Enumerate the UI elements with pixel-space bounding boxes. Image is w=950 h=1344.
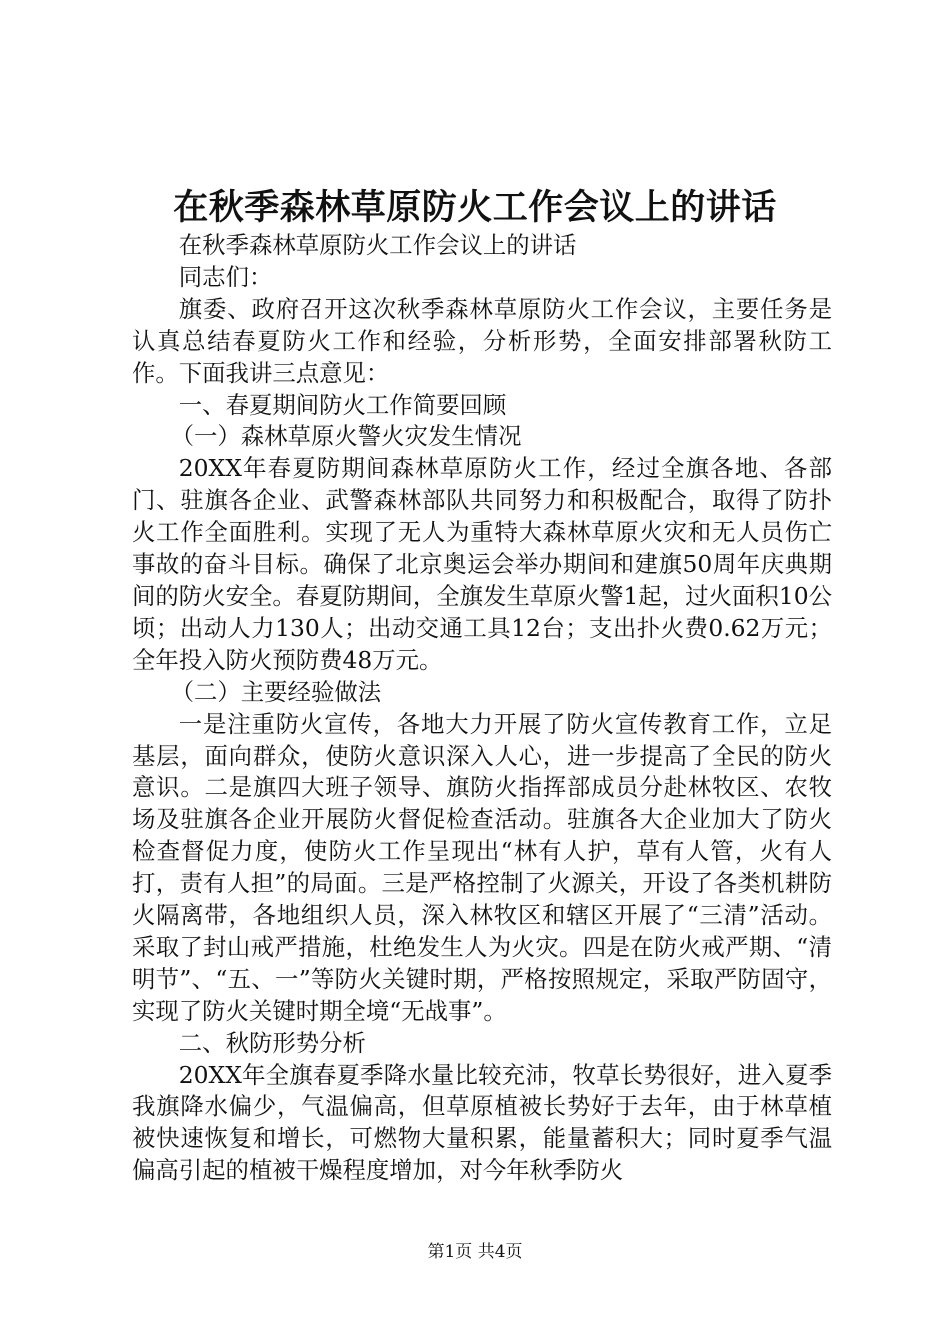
body-paragraph: 20XX年全旗春夏季降水量比较充沛，牧草长势很好，进入夏季我旗降水偏少，气温偏高，但草原植被长势好于去年，由于林草植被快速恢复和增长，可燃物大量积累，能量蓄积大；同时夏季气温偏高引起的植被干燥程度增加，对今年秋季防火 [132,1060,832,1185]
subsection-heading: （一）森林草原火警火灾发生情况 [170,422,522,451]
salutation-paragraph: 同志们： [178,262,273,291]
body-paragraph: 一是注重防火宣传，各地大力开展了防火宣传教育工作，立足基层，面向群众，使防火意识深入人心，进一步提高了全民的防火意识。二是旗四大班子领导、旗防火指挥部成员分赴林牧区、农牧场及驻旗各企业开展防火督促检查活动。驻旗各大企业加大了防火检查督促力度，使防火工作呈现出“林有人护，草有人管，火有人打，责有人担”的局面。三是严格控制了火源关，开设了各类机耕防火隔离带，各地组织人员，深入林牧区和辖区开展了“三清”活动。采取了封山戒严措施，杜绝发生人为火灾。四是在防火戒严期、“清明节”、“五、一”等防火关键时期，严格按照规定，采取严防固守，实现了防火关键时期全境“无战事”。 [132,709,832,1025]
page-number-footer: 第1页 共4页 [427,1242,523,1262]
subtitle-paragraph: 在秋季森林草原防火工作会议上的讲话 [178,231,577,259]
document-body [132,230,832,1187]
body-paragraph: 20XX年春夏防期间森林草原防火工作，经过全旗各地、各部门、驻旗各企业、武警森林部队共同努力和积极配合，取得了防扑火工作全面胜利。实现了无人为重特大森林草原火灾和无人员伤亡事故的奋斗目标。确保了北京奥运会举办期间和建旗50周年庆典期间的防火安全。春夏防期间，全旗发生草原火警1起，过火面积10公顷；出动人力130人；出动交通工具12台；支出扑火费0.62万元；全年投入防火预防费48万元。 [132,454,832,674]
section-heading: 一、春夏期间防火工作简要回顾 [178,390,507,419]
intro-paragraph: 旗委、政府召开这次秋季森林草原防火工作会议，主要任务是认真总结春夏防火工作和经验，分析形势，全面安排部署秋防工作。下面我讲三点意见： [132,294,832,387]
section-heading: 二、秋防形势分析 [178,1028,366,1057]
subsection-heading: （二）主要经验做法 [170,677,382,706]
document-title: 在秋季森林草原防火工作会议上的讲话 [173,187,777,228]
